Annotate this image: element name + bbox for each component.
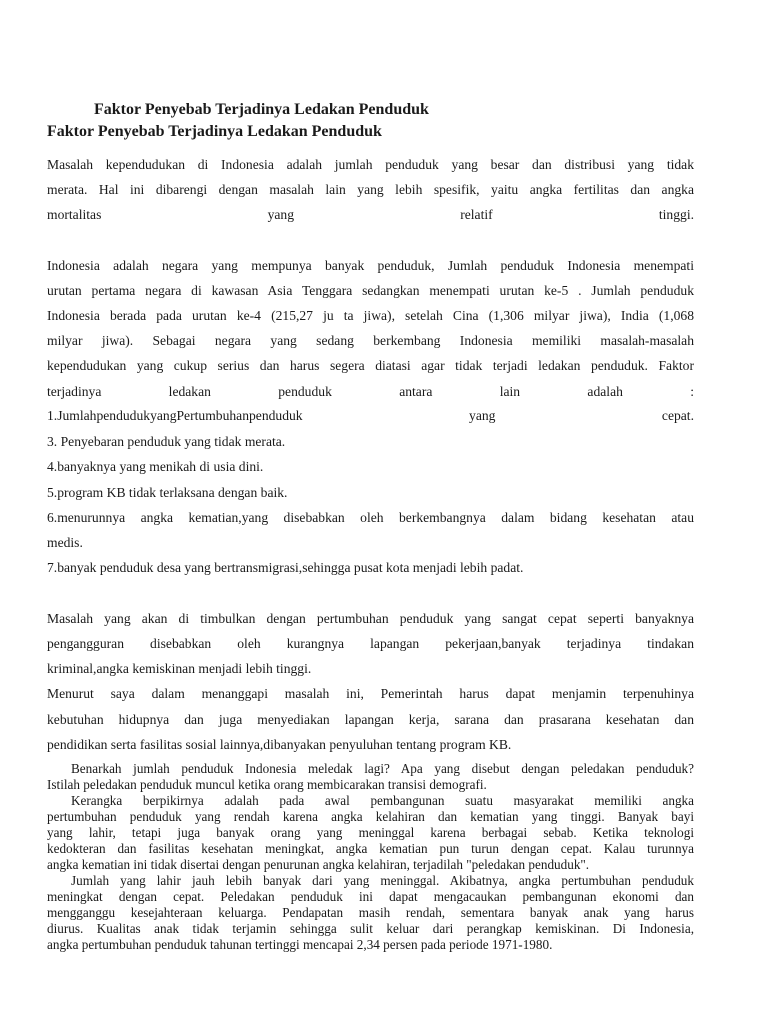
paragraph-line: kriminal,angka kemiskinan menjadi lebih tinggi. xyxy=(47,661,312,676)
paragraph-line: diurus. Kualitas anak tidak terjamin sehingga sulit keluar dari perangkap kemiskinan. Di Indonesia, xyxy=(47,921,694,936)
list-item: 4.banyaknya yang menikah di usia dini. xyxy=(47,459,264,474)
paragraph-line: Istilah peledakan penduduk muncul ketika orang membicarakan transisi demografi. xyxy=(47,777,487,792)
paragraph-line: merata. Hal ini dibarengi dengan masalah lain yang lebih spesifik, yaitu angka fertilitas dan angka xyxy=(47,182,694,197)
list-item: 7.banyak penduduk desa yang bertransmigrasi,sehingga pusat kota menjadi lebih padat. xyxy=(47,560,524,575)
dense-text-block xyxy=(47,761,694,953)
paragraph-line: Masalah kependudukan di Indonesia adalah jumlah penduduk yang besar dan distribusi yang tidak xyxy=(47,157,694,172)
paragraph-line: pendidikan serta fasilitas sosial lainnya,dibanyakan penyuluhan tentang program KB. xyxy=(47,737,512,752)
paragraph-line: angka kematian ini tidak disertai dengan penurunan angka kelahiran, terjadilah "peledakan penduduk". xyxy=(47,857,590,872)
list-item: 3. Penyebaran penduduk yang tidak merata. xyxy=(47,434,286,449)
paragraph-line: kependudukan yang cukup serius dan harus segera diatasi agar tidak terjadi ledakan penduduk. Faktor xyxy=(47,358,694,373)
paragraph-line: Indonesia adalah negara yang mempunya banyak penduduk, Jumlah penduduk Indonesia menempati xyxy=(47,258,694,273)
paragraph-line: kedokteran dan fasilitas kesehatan meningkat, angka kematian pun turun dengan cepat. Kalau turunnya xyxy=(47,841,694,856)
document-title-repeat: Faktor Penyebab Terjadinya Ledakan Penduduk xyxy=(47,123,382,140)
paragraph-line: Kerangka berpikirnya adalah pada awal pembangunan suatu masyarakat memiliki angka xyxy=(71,793,694,808)
paragraph-line: kebutuhan hidupnya dan juga menyediakan lapangan kerja, sarana dan prasarana kesehatan dan xyxy=(47,712,694,727)
list-item: medis. xyxy=(47,535,83,550)
paragraph-line: Indonesia berada pada urutan ke-4 (215,27 ju ta jiwa), setelah Cina (1,306 milyar jiwa), India (1,068 xyxy=(47,308,694,323)
paragraph-line: milyar jiwa). Sebagai negara yang sedang berkembang Indonesia memiliki masalah-masalah xyxy=(47,333,694,348)
paragraph-line: pengangguran disebabkan oleh kurangnya lapangan pekerjaan,banyak terjadinya tindakan xyxy=(47,636,694,651)
paragraph-line: meningkat dengan cepat. Peledakan penduduk ini dapat mengacaukan pembangunan ekonomi dan xyxy=(47,889,694,904)
paragraph-line: yang lahir, tetapi juga banyak orang yang meninggal karena berbagai sebab. Ketika teknologi xyxy=(47,825,694,840)
paragraph-line: terjadinya ledakan penduduk antara lain adalah : xyxy=(47,384,694,399)
list-item: 5.program KB tidak terlaksana dengan baik. xyxy=(47,485,288,500)
paragraph-line: mortalitas yang relatif tinggi. xyxy=(47,207,694,222)
list-item: 6.menurunnya angka kematian,yang disebabkan oleh berkembangnya dalam bidang kesehatan atau xyxy=(47,510,694,525)
document-title: Faktor Penyebab Terjadinya Ledakan Penduduk xyxy=(94,101,429,118)
paragraph-line: mengganggu kesejahteraan keluarga. Pendapatan masih rendah, sementara banyak anak yang harus xyxy=(47,905,694,920)
paragraph-line: pertumbuhan penduduk yang rendah karena angka kelahiran dan kematian yang tinggi. Banyak bayi xyxy=(47,809,694,824)
paragraph-line: angka pertumbuhan penduduk tahunan tertinggi mencapai 2,34 persen pada periode 1971-1980. xyxy=(47,937,553,952)
list-item: 1.JumlahpendudukyangPertumbuhanpenduduk yang cepat. xyxy=(47,408,694,423)
paragraph-line: Benarkah jumlah penduduk Indonesia meledak lagi? Apa yang disebut dengan peledakan penduduk? xyxy=(71,761,694,776)
paragraph-line: Jumlah yang lahir jauh lebih banyak dari yang meninggal. Akibatnya, angka pertumbuhan penduduk xyxy=(71,873,694,888)
paragraph-line: Masalah yang akan di timbulkan dengan pertumbuhan penduduk yang sangat cepat seperti banyaknya xyxy=(47,611,694,626)
paragraph-line: urutan pertama negara di kawasan Asia Tenggara sedangkan menempati urutan ke-5 . Jumlah penduduk xyxy=(47,283,694,298)
paragraph-line: Menurut saya dalam menanggapi masalah ini, Pemerintah harus dapat menjamin terpenuhinya xyxy=(47,686,694,701)
